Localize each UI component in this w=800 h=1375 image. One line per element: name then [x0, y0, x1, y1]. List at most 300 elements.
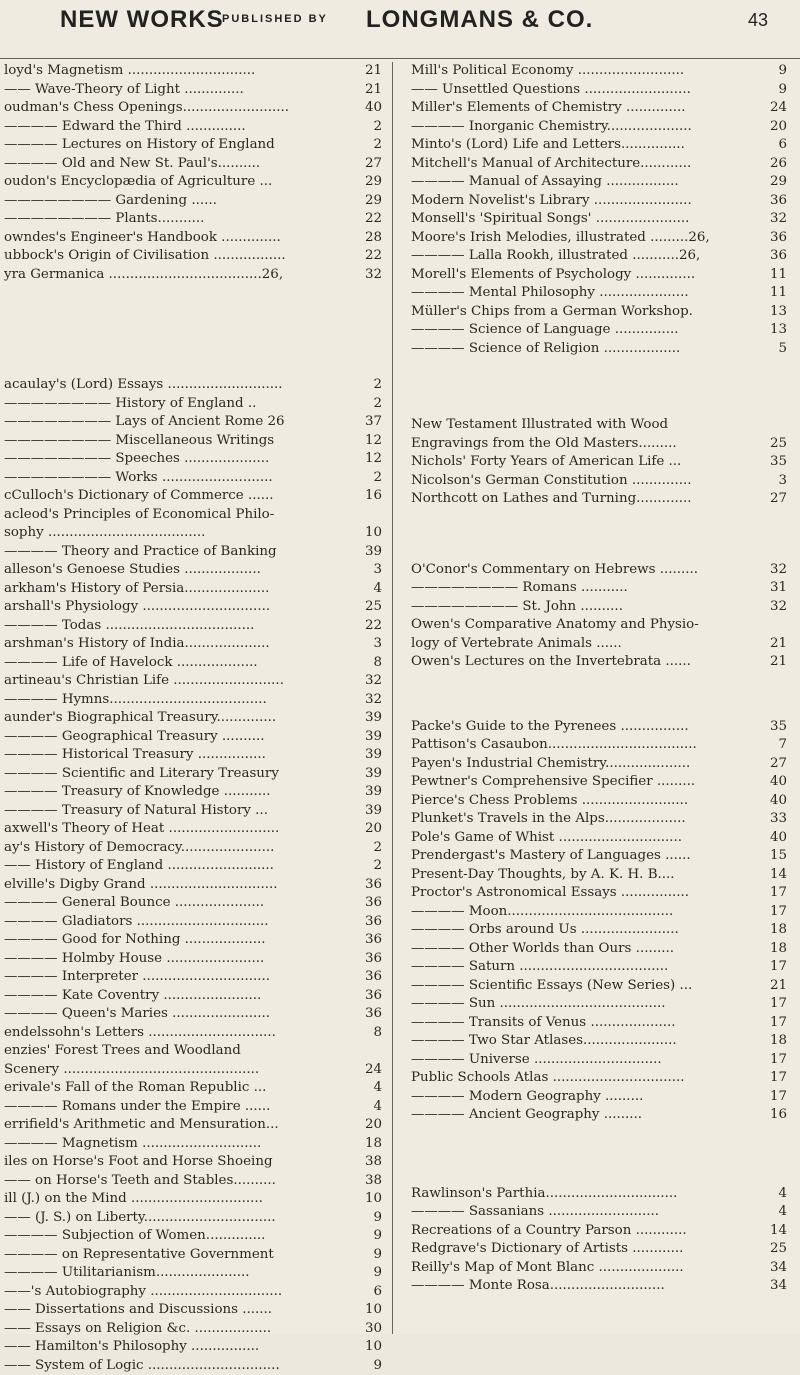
entry-title: ———— Scientific Essays (New Series) ... — [411, 977, 759, 996]
entry-page-ref: 24 — [362, 1061, 382, 1080]
catalogue-entry — [0, 950, 386, 969]
entry-title: enzies' Forest Trees and Woodland — [4, 1042, 362, 1061]
catalogue-entry — [393, 358, 787, 416]
entry-page-ref: 15 — [763, 847, 787, 866]
entry-title: owndes's Engineer's Handbook .............. — [4, 229, 362, 248]
entry-title: ———— Mental Philosophy ..................... — [411, 284, 759, 303]
catalogue-entry — [393, 1222, 787, 1241]
entry-page-ref: 10 — [362, 1190, 382, 1209]
catalogue-entry — [0, 487, 386, 506]
entry-page-ref: 34 — [763, 1259, 787, 1278]
entry-title: ———————— Lays of Ancient Rome 26 — [4, 413, 362, 432]
entry-title: Present-Day Thoughts, by A. K. H. B.... — [411, 866, 759, 885]
catalogue-entry — [393, 847, 787, 866]
catalogue-entry — [393, 1185, 787, 1204]
entry-title: ———— Sun ....................................... — [411, 995, 759, 1014]
entry-title: Rawlinson's Parthia............................... — [411, 1185, 759, 1204]
entry-title: errifield's Arithmetic and Mensuration... — [4, 1116, 362, 1135]
catalogue-entry — [0, 876, 386, 895]
entry-page-ref: 4 — [362, 580, 382, 599]
catalogue-entry — [393, 940, 787, 959]
entry-page-ref: 36 — [362, 987, 382, 1006]
catalogue-entry — [393, 1259, 787, 1278]
entry-title: oudman's Chess Openings......................... — [4, 99, 362, 118]
catalogue-entry — [393, 247, 787, 266]
entry-page-ref: 7 — [763, 736, 787, 755]
entry-page-ref: 39 — [362, 802, 382, 821]
entry-page-ref: 29 — [763, 173, 787, 192]
catalogue-entry — [0, 580, 386, 599]
entry-page-ref: 18 — [763, 1032, 787, 1051]
catalogue-entry — [0, 1116, 386, 1135]
entry-title: Mitchell's Manual of Architecture............ — [411, 155, 759, 174]
catalogue-entry — [393, 62, 787, 81]
entry-title: ———— Edward the Third .............. — [4, 118, 362, 137]
catalogue-entry — [0, 99, 386, 118]
entry-page-ref: 37 — [362, 413, 382, 432]
catalogue-entry — [393, 284, 787, 303]
header-publisher: LONGMANS & CO. — [366, 6, 593, 34]
header-title-new-works: NEW WORKS — [60, 6, 224, 34]
entry-page-ref: 40 — [763, 792, 787, 811]
entry-page-ref: 2 — [362, 469, 382, 488]
catalogue-entry — [0, 173, 386, 192]
catalogue-entry — [0, 672, 386, 691]
entry-title: ———— Ancient Geography ......... — [411, 1106, 759, 1125]
entry-title: axwell's Theory of Heat .......................... — [4, 820, 362, 839]
entry-title: ———— Life of Havelock ................... — [4, 654, 362, 673]
entry-title: iles on Horse's Foot and Horse Shoeing — [4, 1153, 362, 1172]
entry-title: ———————— St. John .......... — [411, 598, 759, 617]
entry-title: —— Dissertations and Discussions ....... — [4, 1301, 362, 1320]
entry-title: ———— Modern Geography ......... — [411, 1088, 759, 1107]
entry-page-ref: 2 — [362, 118, 382, 137]
entry-page-ref: 4 — [362, 1079, 382, 1098]
entry-page-ref: 25 — [362, 598, 382, 617]
catalogue-entry — [0, 1172, 386, 1191]
entry-page-ref: 9 — [763, 62, 787, 81]
entry-title: oudon's Encyclopædia of Agriculture ... — [4, 173, 362, 192]
entry-page-ref: 32 — [362, 672, 382, 691]
entry-page-ref: 8 — [362, 1024, 382, 1043]
entry-title: ill (J.) on the Mind ............................... — [4, 1190, 362, 1209]
entry-page-ref: 14 — [763, 1222, 787, 1241]
page-header — [0, 0, 800, 34]
catalogue-entry — [0, 247, 386, 266]
entry-page-ref: 6 — [763, 136, 787, 155]
entry-title: ———— Inorganic Chemistry.................... — [411, 118, 759, 137]
entry-page-ref: 20 — [362, 820, 382, 839]
entry-title: sophy ..................................... — [4, 524, 362, 543]
catalogue-entry — [393, 472, 787, 491]
catalogue-entry — [0, 524, 386, 543]
catalogue-entry — [0, 1061, 386, 1080]
entry-page-ref: 16 — [763, 1106, 787, 1125]
catalogue-entry — [393, 509, 787, 561]
entry-title: Modern Novelist's Library ....................... — [411, 192, 759, 211]
catalogue-entry — [0, 765, 386, 784]
entry-page-ref: 3 — [362, 561, 382, 580]
entry-title: ———————— Plants........... — [4, 210, 362, 229]
catalogue-entry — [393, 173, 787, 192]
entry-page-ref: 12 — [362, 450, 382, 469]
entry-title: —— (J. S.) on Liberty............................... — [4, 1209, 362, 1228]
catalogue-entry — [0, 1153, 386, 1172]
entry-page-ref: 2 — [362, 857, 382, 876]
catalogue-entry — [393, 977, 787, 996]
entry-title: Pole's Game of Whist ............................. — [411, 829, 759, 848]
entry-title: ———— Scientific and Literary Treasury — [4, 765, 362, 784]
entry-page-ref: 36 — [362, 950, 382, 969]
catalogue-entry — [0, 210, 386, 229]
entry-page-ref: 9 — [362, 1264, 382, 1283]
catalogue-entry — [0, 1283, 386, 1302]
entry-title: Payen's Industrial Chemistry.................... — [411, 755, 759, 774]
catalogue-entry — [393, 653, 787, 672]
entry-title: Prendergast's Mastery of Languages ...... — [411, 847, 759, 866]
entry-page-ref: 27 — [362, 155, 382, 174]
catalogue-entry — [393, 561, 787, 580]
entry-page-ref: 40 — [362, 99, 382, 118]
catalogue-entry — [393, 598, 787, 617]
catalogue-entry — [0, 598, 386, 617]
entry-title: ———————— Gardening ...... — [4, 192, 362, 211]
catalogue-entry — [393, 136, 787, 155]
catalogue-entry — [393, 1088, 787, 1107]
entry-title: Owen's Comparative Anatomy and Physio- — [411, 616, 759, 635]
entry-title: New Testament Illustrated with Wood — [411, 416, 759, 435]
entry-title: ———— Gladiators ............................... — [4, 913, 362, 932]
catalogue-entry — [393, 1032, 787, 1051]
catalogue-entry — [0, 728, 386, 747]
entry-title: Plunket's Travels in the Alps................... — [411, 810, 759, 829]
entry-page-ref: 36 — [763, 192, 787, 211]
catalogue-entry — [393, 321, 787, 340]
entry-title: logy of Vertebrate Animals ...... — [411, 635, 759, 654]
entry-page-ref: 39 — [362, 765, 382, 784]
catalogue-entry — [0, 1098, 386, 1117]
catalogue-entry — [0, 1246, 386, 1265]
entry-title: ———— Saturn ................................... — [411, 958, 759, 977]
catalogue-entry — [0, 913, 386, 932]
catalogue-entry — [393, 1069, 787, 1088]
entry-title: ———— Good for Nothing ................... — [4, 931, 362, 950]
catalogue-entry — [393, 416, 787, 435]
entry-title: ———— Utilitarianism...................... — [4, 1264, 362, 1283]
entry-page-ref: 36 — [362, 894, 382, 913]
entry-title: ———————— History of England .. — [4, 395, 362, 414]
entry-page-ref: 9 — [763, 81, 787, 100]
entry-title: ———— Treasury of Natural History ... — [4, 802, 362, 821]
catalogue-entry — [0, 81, 386, 100]
entry-title: ———— Lectures on History of England — [4, 136, 362, 155]
entry-title: ———— Geographical Treasury .......... — [4, 728, 362, 747]
entry-page-ref: 31 — [763, 579, 787, 598]
entry-page-ref: 9 — [362, 1209, 382, 1228]
catalogue-entry — [0, 506, 386, 525]
catalogue-entry — [393, 903, 787, 922]
entry-title: ———————— Speeches .................... — [4, 450, 362, 469]
entry-title: ———— Science of Language ............... — [411, 321, 759, 340]
entry-title: ubbock's Origin of Civilisation ................. — [4, 247, 362, 266]
entry-page-ref: 32 — [763, 561, 787, 580]
catalogue-entry — [0, 968, 386, 987]
entry-page-ref: 3 — [763, 472, 787, 491]
entry-page-ref: 39 — [362, 728, 382, 747]
entry-page-ref: 39 — [362, 746, 382, 765]
entry-title: ———————— Miscellaneous Writings — [4, 432, 362, 451]
catalogue-entry — [0, 561, 386, 580]
entry-page-ref: 36 — [763, 229, 787, 248]
entry-page-ref: 17 — [763, 1069, 787, 1088]
entry-page-ref: 40 — [763, 773, 787, 792]
entry-title: ———— Monte Rosa........................... — [411, 1277, 759, 1296]
entry-title: ———— Romans under the Empire ...... — [4, 1098, 362, 1117]
entry-page-ref: 11 — [763, 284, 787, 303]
entry-page-ref: 30 — [362, 1320, 382, 1339]
entry-title: Nicolson's German Constitution .............. — [411, 472, 759, 491]
entry-page-ref: 39 — [362, 783, 382, 802]
entry-title: ———— on Representative Government — [4, 1246, 362, 1265]
entry-page-ref: 17 — [763, 958, 787, 977]
catalogue-entry — [393, 1051, 787, 1070]
entry-title: Redgrave's Dictionary of Artists ............ — [411, 1240, 759, 1259]
catalogue-entry — [0, 1042, 386, 1061]
entry-title: ———— Moon....................................... — [411, 903, 759, 922]
entry-page-ref: 6 — [362, 1283, 382, 1302]
entry-page-ref: 21 — [362, 62, 382, 81]
entry-title: arshall's Physiology .............................. — [4, 598, 362, 617]
entry-title: Mill's Political Economy ......................... — [411, 62, 759, 81]
catalogue-entry — [0, 376, 386, 395]
entry-page-ref: 25 — [763, 435, 787, 454]
catalogue-entry — [393, 99, 787, 118]
catalogue-entry — [0, 450, 386, 469]
catalogue-entry — [393, 810, 787, 829]
catalogue-entry — [0, 1005, 386, 1024]
entry-page-ref: 36 — [763, 247, 787, 266]
catalogue-entry — [393, 490, 787, 509]
catalogue-entry — [393, 718, 787, 737]
entry-page-ref: 17 — [763, 884, 787, 903]
catalogue-entry — [0, 395, 386, 414]
catalogue-entry — [393, 81, 787, 100]
catalogue-entry — [0, 1264, 386, 1283]
entry-page-ref: 3 — [362, 635, 382, 654]
catalogue-entry — [0, 654, 386, 673]
catalogue-entry — [0, 432, 386, 451]
entry-page-ref: 13 — [763, 303, 787, 322]
catalogue-entry — [393, 792, 787, 811]
entry-page-ref: 18 — [763, 940, 787, 959]
entry-title: ———— Subjection of Women.............. — [4, 1227, 362, 1246]
catalogue-entry — [0, 617, 386, 636]
entry-page-ref: 17 — [763, 995, 787, 1014]
catalogue-entry — [0, 839, 386, 858]
entry-title: Pattison's Casaubon................................... — [411, 736, 759, 755]
entry-title: —— Essays on Religion &c. .................. — [4, 1320, 362, 1339]
catalogue-entry — [0, 62, 386, 81]
entry-title: ay's History of Democracy...................... — [4, 839, 362, 858]
entry-title: ———— Magnetism ............................ — [4, 1135, 362, 1154]
entry-page-ref: 25 — [763, 1240, 787, 1259]
entry-page-ref: 2 — [362, 839, 382, 858]
entry-title: Miller's Elements of Chemistry .............. — [411, 99, 759, 118]
catalogue-entry — [0, 266, 386, 285]
entry-title: Müller's Chips from a German Workshop. — [411, 303, 759, 322]
catalogue-entry — [393, 435, 787, 454]
entry-page-ref: 17 — [763, 1088, 787, 1107]
catalogue-entry — [0, 543, 386, 562]
catalogue-entry — [0, 1227, 386, 1246]
entry-title: loyd's Magnetism .............................. — [4, 62, 362, 81]
entry-page-ref: 12 — [362, 432, 382, 451]
catalogue-entry — [0, 1209, 386, 1228]
entry-title: ———— Transits of Venus .................... — [411, 1014, 759, 1033]
entry-title: ———— Treasury of Knowledge ........... — [4, 783, 362, 802]
catalogue-entry — [393, 210, 787, 229]
catalogue-entry — [393, 266, 787, 285]
entry-title: Reilly's Map of Mont Blanc .................... — [411, 1259, 759, 1278]
catalogue-entry — [393, 921, 787, 940]
entry-title: —— System of Logic ............................... — [4, 1357, 362, 1375]
entry-page-ref: 21 — [763, 653, 787, 672]
entry-title: Monsell's 'Spiritual Songs' ...................... — [411, 210, 759, 229]
catalogue-entry — [0, 635, 386, 654]
catalogue-entry — [0, 1320, 386, 1339]
entry-title: ———— Queen's Maries ....................... — [4, 1005, 362, 1024]
entry-page-ref: 38 — [362, 1172, 382, 1191]
catalogue-entry — [0, 931, 386, 950]
entry-title: ———— Lalla Rookh, illustrated ...........26, — [411, 247, 759, 266]
entry-title: Nichols' Forty Years of American Life ... — [411, 453, 759, 472]
catalogue-entry — [0, 894, 386, 913]
catalogue-entry — [393, 340, 787, 359]
entry-page-ref: 10 — [362, 1301, 382, 1320]
entry-title: erivale's Fall of the Roman Republic ... — [4, 1079, 362, 1098]
catalogue-entry — [0, 136, 386, 155]
entry-title: Owen's Lectures on the Invertebrata ...... — [411, 653, 759, 672]
entry-page-ref: 9 — [362, 1357, 382, 1375]
catalogue-entry — [393, 579, 787, 598]
catalogue-entry — [393, 1125, 787, 1185]
entry-page-ref: 32 — [763, 210, 787, 229]
entry-page-ref: 34 — [763, 1277, 787, 1296]
entry-page-ref: 17 — [763, 1014, 787, 1033]
entry-title: ———— Two Star Atlases...................... — [411, 1032, 759, 1051]
entry-page-ref: 36 — [362, 876, 382, 895]
catalogue-entry — [393, 453, 787, 472]
catalogue-entry — [393, 773, 787, 792]
entry-page-ref: 35 — [763, 718, 787, 737]
entry-page-ref: 22 — [362, 617, 382, 636]
catalogue-entry — [0, 802, 386, 821]
entry-title: Morell's Elements of Psychology .............. — [411, 266, 759, 285]
entry-title: acleod's Principles of Economical Philo- — [4, 506, 362, 525]
catalogue-entry — [0, 284, 386, 376]
entry-page-ref: 4 — [362, 1098, 382, 1117]
catalogue-entry — [393, 1106, 787, 1125]
left-column — [0, 62, 386, 1375]
entry-page-ref: 2 — [362, 376, 382, 395]
entry-page-ref: 36 — [362, 968, 382, 987]
entry-title: ———— Universe .............................. — [411, 1051, 759, 1070]
entry-page-ref: 21 — [362, 81, 382, 100]
entry-title: —— Hamilton's Philosophy ................ — [4, 1338, 362, 1357]
entry-page-ref: 4 — [763, 1203, 787, 1222]
catalogue-entry — [0, 857, 386, 876]
catalogue-entry — [0, 1024, 386, 1043]
entry-title: Pewtner's Comprehensive Specifier ......... — [411, 773, 759, 792]
catalogue-entry — [393, 1203, 787, 1222]
entry-page-ref: 8 — [362, 654, 382, 673]
catalogue-entry — [0, 469, 386, 488]
entry-title: ———— Manual of Assaying ................. — [411, 173, 759, 192]
entry-page-ref: 2 — [362, 395, 382, 414]
entry-title: ———— Interpreter .............................. — [4, 968, 362, 987]
entry-title: ———— Theory and Practice of Banking — [4, 543, 362, 562]
catalogue-entry — [0, 1079, 386, 1098]
entry-title: Northcott on Lathes and Turning............. — [411, 490, 759, 509]
page-number: 43 — [748, 10, 768, 31]
entry-page-ref: 20 — [362, 1116, 382, 1135]
entry-page-ref: 10 — [362, 1338, 382, 1357]
entry-page-ref: 22 — [362, 247, 382, 266]
entry-page-ref: 16 — [362, 487, 382, 506]
catalogue-entry — [393, 229, 787, 248]
entry-page-ref: 32 — [362, 691, 382, 710]
entry-title: ———— Orbs around Us ....................... — [411, 921, 759, 940]
entry-title: Scenery .............................................. — [4, 1061, 362, 1080]
catalogue-entry — [393, 303, 787, 322]
catalogue-entry — [0, 709, 386, 728]
entry-title: ——'s Autobiography ............................... — [4, 1283, 362, 1302]
entry-page-ref: 32 — [362, 266, 382, 285]
entry-page-ref: 9 — [362, 1227, 382, 1246]
catalogue-entry — [0, 1301, 386, 1320]
entry-page-ref: 4 — [763, 1185, 787, 1204]
entry-title: alleson's Genoese Studies .................. — [4, 561, 362, 580]
entry-page-ref: 18 — [362, 1135, 382, 1154]
catalogue-entry — [393, 1014, 787, 1033]
entry-title: ———— Old and New St. Paul's.......... — [4, 155, 362, 174]
entry-title: Packe's Guide to the Pyrenees ................ — [411, 718, 759, 737]
entry-page-ref: 18 — [763, 921, 787, 940]
entry-title: ———— Other Worlds than Ours ......... — [411, 940, 759, 959]
entry-title: ———— Science of Religion .................. — [411, 340, 759, 359]
entry-title: aunder's Biographical Treasury.............. — [4, 709, 362, 728]
entry-title: Minto's (Lord) Life and Letters............... — [411, 136, 759, 155]
entry-title: —— History of England ......................... — [4, 857, 362, 876]
entry-page-ref: 33 — [763, 810, 787, 829]
entry-title: —— Wave-Theory of Light .............. — [4, 81, 362, 100]
entry-page-ref: 21 — [763, 977, 787, 996]
catalogue-entry — [393, 635, 787, 654]
entry-page-ref: 22 — [362, 210, 382, 229]
entry-title: Public Schools Atlas ............................... — [411, 1069, 759, 1088]
catalogue-entry — [0, 820, 386, 839]
entry-title: ———— Kate Coventry ....................... — [4, 987, 362, 1006]
header-published-by: PUBLISHED BY — [222, 13, 328, 25]
catalogue-entry — [393, 616, 787, 635]
entry-title: ———— Holmby House ....................... — [4, 950, 362, 969]
catalogue-entry — [0, 229, 386, 248]
entry-page-ref: 26 — [763, 155, 787, 174]
entry-title: arshman's History of India.................... — [4, 635, 362, 654]
entry-page-ref: 13 — [763, 321, 787, 340]
entry-title: —— Unsettled Questions ......................... — [411, 81, 759, 100]
catalogue-entry — [393, 1277, 787, 1296]
